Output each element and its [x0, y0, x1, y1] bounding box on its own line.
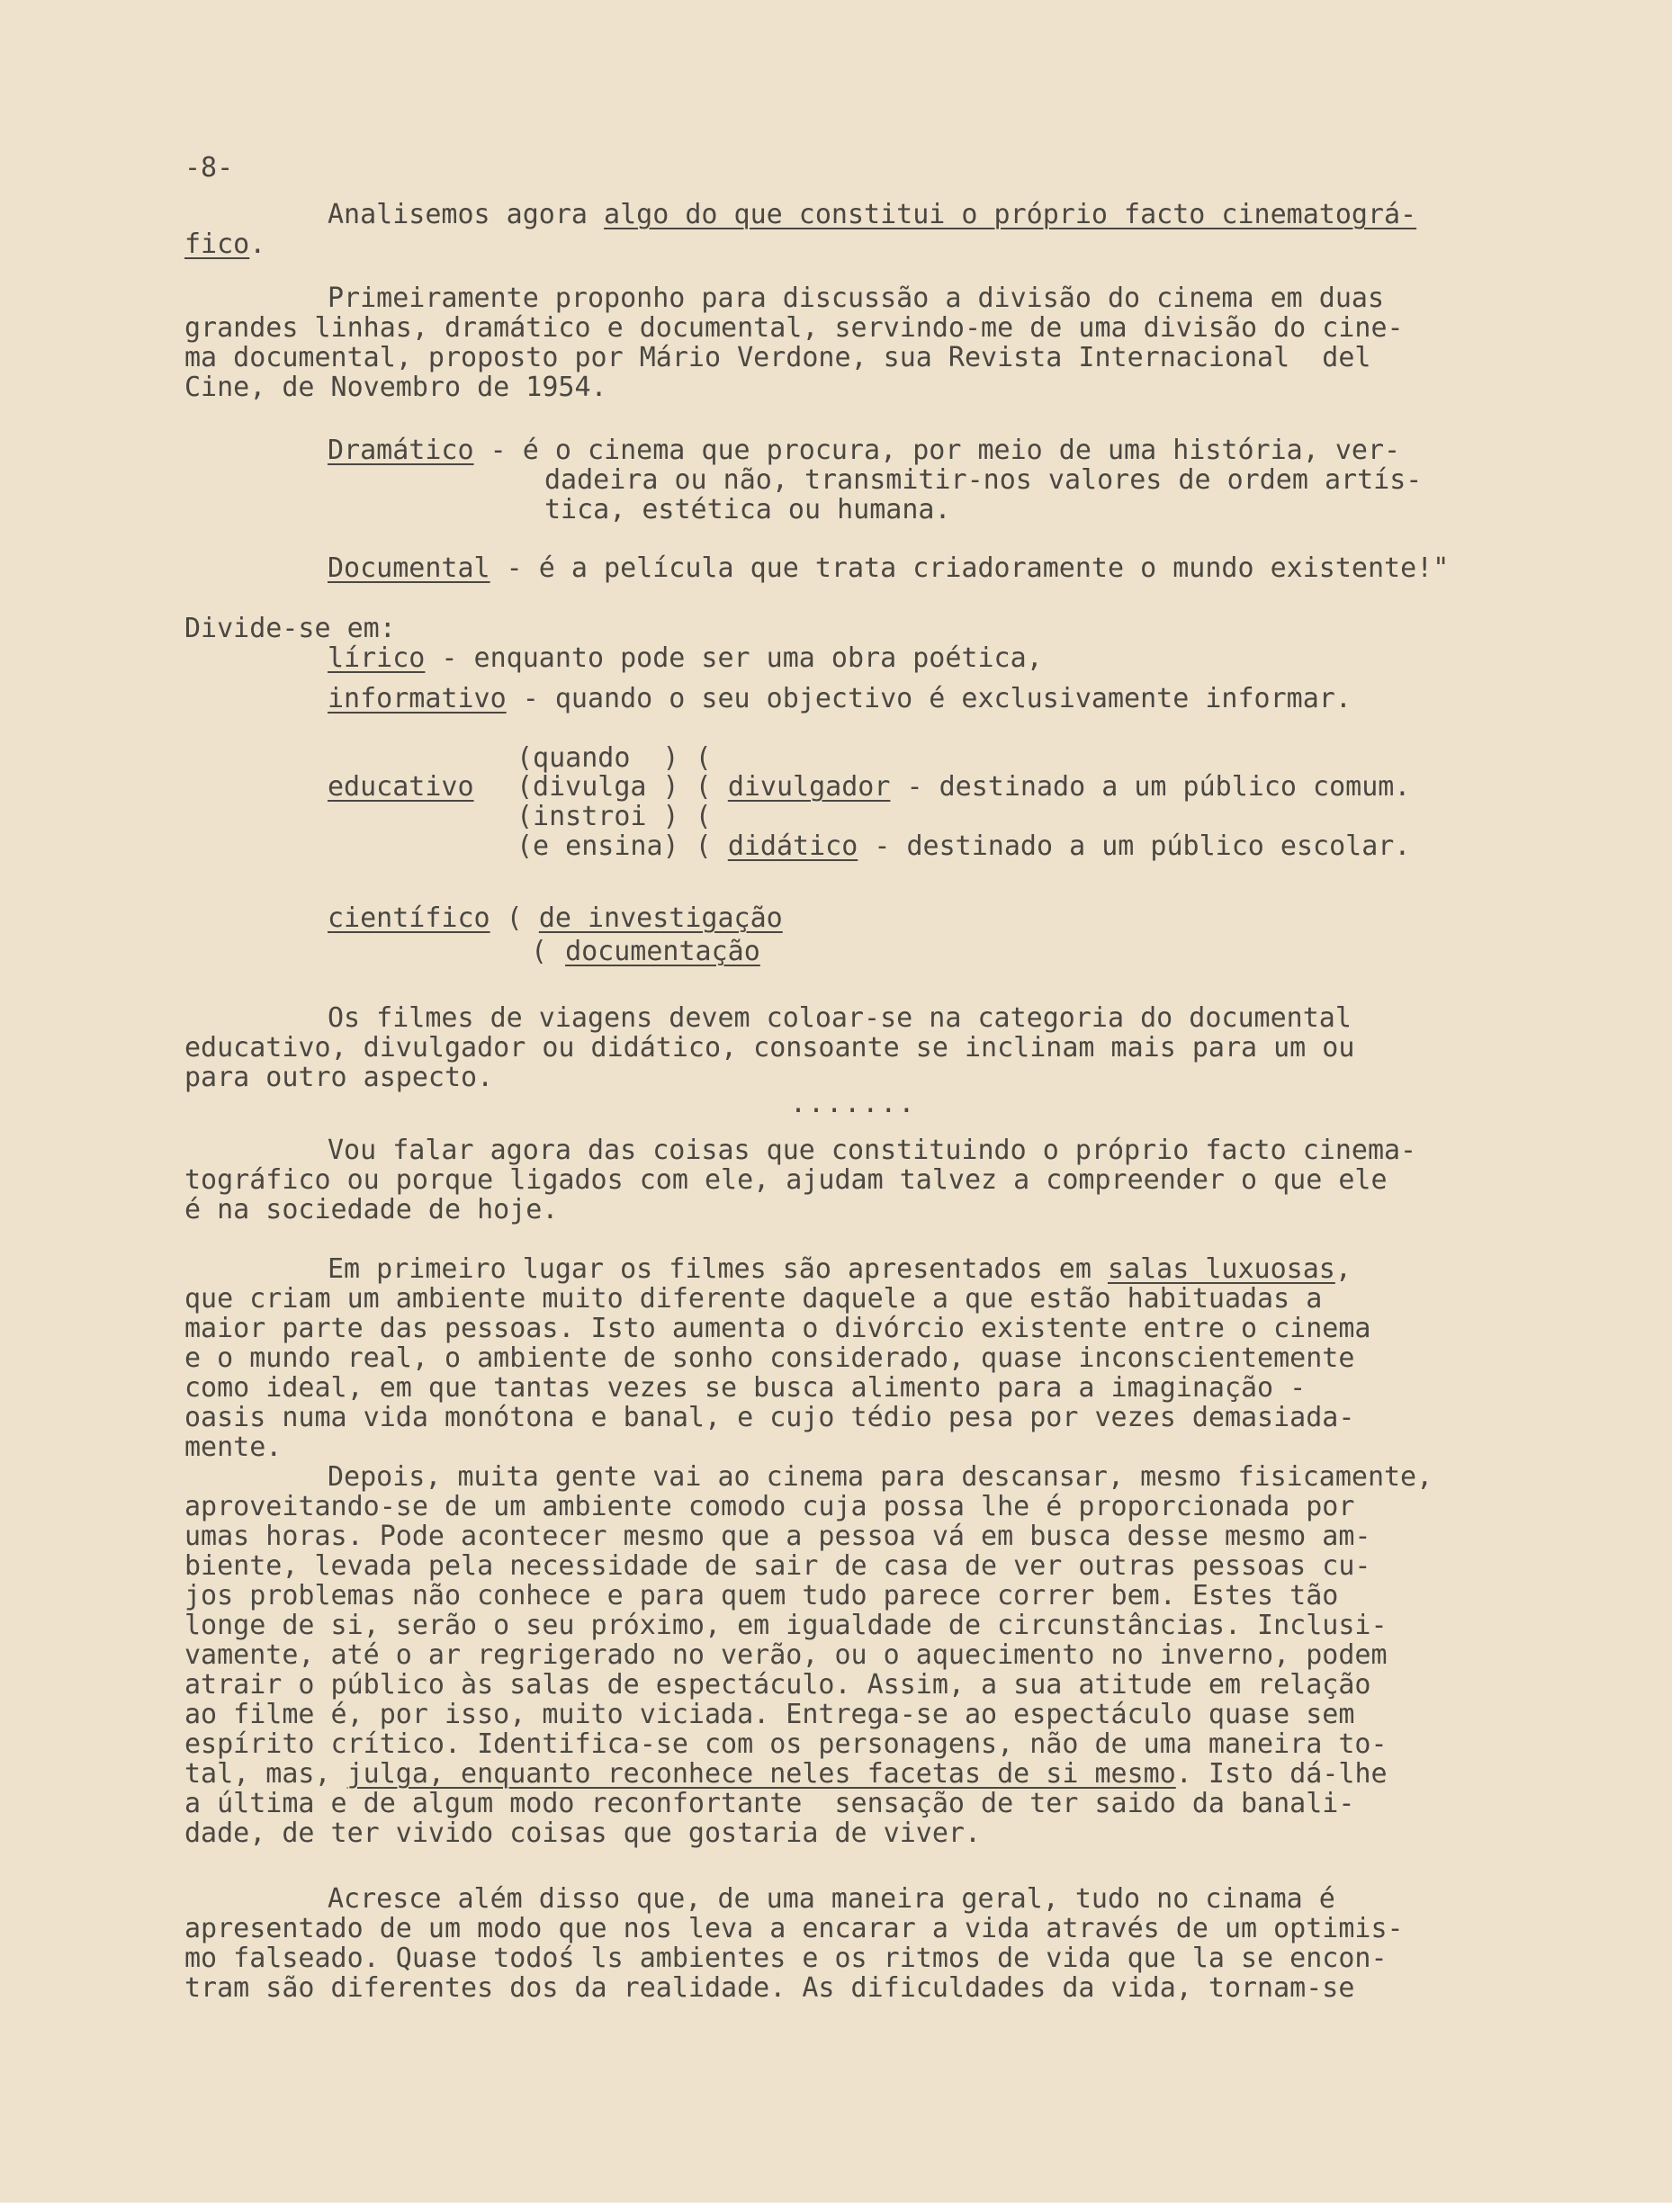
paragraph-line: biente, levada pela necessidade de sair de casa de ver outras pessoas cu- — [184, 1550, 1371, 1582]
paragraph-intro-line — [328, 200, 1416, 229]
term-informativo: informativo — [328, 683, 507, 714]
term-educativo-text: educativo — [328, 771, 474, 803]
definition-dramatico — [328, 435, 1400, 465]
paragraph-line: e o mundo real, o ambiente de sonho considerado, quase inconscientemente — [184, 1342, 1355, 1374]
text: . Isto dá-lhe — [1175, 1758, 1388, 1790]
paragraph-line: Primeiramente proponho para discussão a divisão do cinema em duas — [328, 283, 1384, 314]
paragraph-line: atrair o público às salas de espectáculo. Assim, a sua atitude em relação — [184, 1669, 1371, 1701]
category-text: - quando o seu objectivo é exclusivamente informar. — [506, 683, 1352, 714]
page-number: -8- — [184, 152, 234, 184]
text: tal, mas, — [184, 1758, 347, 1790]
paragraph-line: maior parte das pessoas. Isto aumenta o divórcio existente entre o cinema — [184, 1313, 1371, 1344]
paragraph-line: mente. — [184, 1432, 283, 1463]
bracket-text: (e ensina) ( — [517, 830, 728, 862]
section-separator: ....... — [790, 1088, 917, 1119]
paragraph-line: vamente, até o ar regrigerado no verão, ou o aquecimento no inverno, podem — [184, 1639, 1388, 1671]
underlined-text: julga, enquanto reconhece neles facetas de si mesmo — [346, 1758, 1176, 1790]
paragraph-line: Vou falar agora das coisas que constituindo o próprio facto cinema- — [328, 1135, 1417, 1166]
bracket-line — [517, 772, 1410, 802]
paragraph-line: ao filme é, por isso, muito viciada. Entrega-se ao espectáculo quase sem — [184, 1699, 1355, 1730]
paragraph-line: dade, de ter vivido coisas que gostaria de viver. — [184, 1818, 982, 1849]
definition-line: tica, estética ou humana. — [544, 494, 951, 525]
paragraph-line: ma documental, proposto por Mário Verdone, sua Revista Internacional del — [184, 342, 1371, 373]
category-text: - destinado a um público comum. — [890, 771, 1411, 803]
text: . — [249, 229, 266, 260]
definition-documental — [328, 553, 1449, 583]
paragraph-intro-line — [184, 229, 265, 259]
term-dramatico: Dramático — [328, 435, 474, 466]
paragraph-line: jos problemas não conhece e para quem tudo parece correr bem. Estes tão — [184, 1580, 1339, 1611]
divide-heading: Divide-se em: — [184, 613, 396, 644]
paragraph-line: educativo, divulgador ou didático, consoante se inclinam mais para um ou — [184, 1032, 1355, 1064]
paragraph-line: é na sociedade de hoje. — [184, 1194, 559, 1225]
paragraph-line: aproveitando-se de um ambiente comodo cuja possa lhe é proporcionada por — [184, 1491, 1355, 1522]
paragraph-line: tográfico ou porque ligados com ele, ajudam talvez a compreender o que ele — [184, 1164, 1388, 1196]
category-text: - enquanto pode ser uma obra poética, — [425, 642, 1043, 674]
term-didatico: didático — [727, 830, 858, 862]
bracket-text: (divulga ) ( — [517, 771, 728, 803]
category-lirico — [328, 643, 1043, 673]
definition-text: - é o cinema que procura, por meio de uma história, ver- — [473, 435, 1401, 466]
definition-text: - é a película que trata criadoramente o mundo existente!" — [490, 552, 1450, 584]
term-divulgador: divulgador — [727, 771, 891, 803]
term-cientifico: científico — [328, 902, 490, 934]
text: Analisemos agora — [328, 199, 605, 230]
paragraph-line — [184, 1759, 1388, 1789]
paragraph-line: grandes linhas, dramático e documental, servindo-me de uma divisão do cine- — [184, 312, 1404, 344]
category-cientifico — [328, 903, 783, 933]
paragraph-line: Acresce além disso que, de uma maneira geral, tudo no cinama é — [328, 1883, 1335, 1915]
bracket-line — [517, 831, 1410, 861]
term-lirico: lírico — [328, 642, 426, 674]
paragraph-line: umas horas. Pode acontecer mesmo que a pessoa vá em busca desse mesmo am- — [184, 1521, 1371, 1552]
category-text: - destinado a um público escolar. — [858, 830, 1411, 862]
bracket-text: ( — [490, 902, 539, 934]
term-documental: Documental — [328, 552, 490, 584]
paragraph-line: Os filmes de viagens devem coloar-se na categoria do documental — [328, 1002, 1352, 1034]
bracket-text: ( — [531, 936, 548, 967]
paragraph-line: espírito crítico. Identifica-se com os personagens, não de uma maneira to- — [184, 1728, 1388, 1760]
paragraph-line: Depois, muita gente vai ao cinema para descansar, mesmo fisicamente, — [328, 1461, 1433, 1493]
paragraph-line: tram são diferentes dos da realidade. As dificuldades da vida, tornam-se — [184, 1972, 1355, 2004]
paragraph-line — [328, 1254, 1352, 1284]
category-informativo — [328, 684, 1352, 714]
underlined-text: salas luxuosas — [1107, 1253, 1335, 1285]
paragraph-line: oasis numa vida monótona e banal, e cujo tédio pesa por vezes demasiada- — [184, 1402, 1355, 1433]
bracket-line: (instroi ) ( — [517, 801, 712, 832]
text: Em primeiro lugar os filmes são apresentados em — [328, 1253, 1108, 1285]
text: , — [1334, 1253, 1352, 1285]
term-documentacao: documentação — [565, 936, 760, 967]
bracket-line: (quando ) ( — [517, 742, 712, 774]
paragraph-line: apresentado de um modo que nos leva a encarar a vida através de um optimis- — [184, 1913, 1404, 1944]
paragraph-line: longe de si, serão o seu próximo, em igualdade de circunstâncias. Inclusi- — [184, 1610, 1388, 1641]
category-cientifico-sub — [531, 937, 760, 966]
paragraph-line: para outro aspecto. — [184, 1062, 494, 1093]
paragraph-line: mo falseado. Quase todoś ls ambientes e os ritmos de vida que la se encon- — [184, 1943, 1388, 1974]
paragraph-line: Cine, de Novembro de 1954. — [184, 372, 607, 403]
underlined-text: algo do que constitui o próprio facto cinematográ- — [604, 199, 1417, 230]
paragraph-line: que criam um ambiente muito diferente daquele a que estão habituadas a — [184, 1283, 1323, 1315]
definition-line: dadeira ou não, transmitir-nos valores de ordem artís- — [544, 464, 1423, 496]
underlined-text: fico — [184, 229, 250, 260]
paragraph-line: como ideal, em que tantas vezes se busca alimento para a imaginação - — [184, 1372, 1307, 1404]
term-investigacao: de investigação — [538, 902, 783, 934]
paragraph-line: a última e de algum modo reconfortante sensação de ter saido da banali- — [184, 1788, 1355, 1819]
term-educativo — [328, 772, 474, 802]
